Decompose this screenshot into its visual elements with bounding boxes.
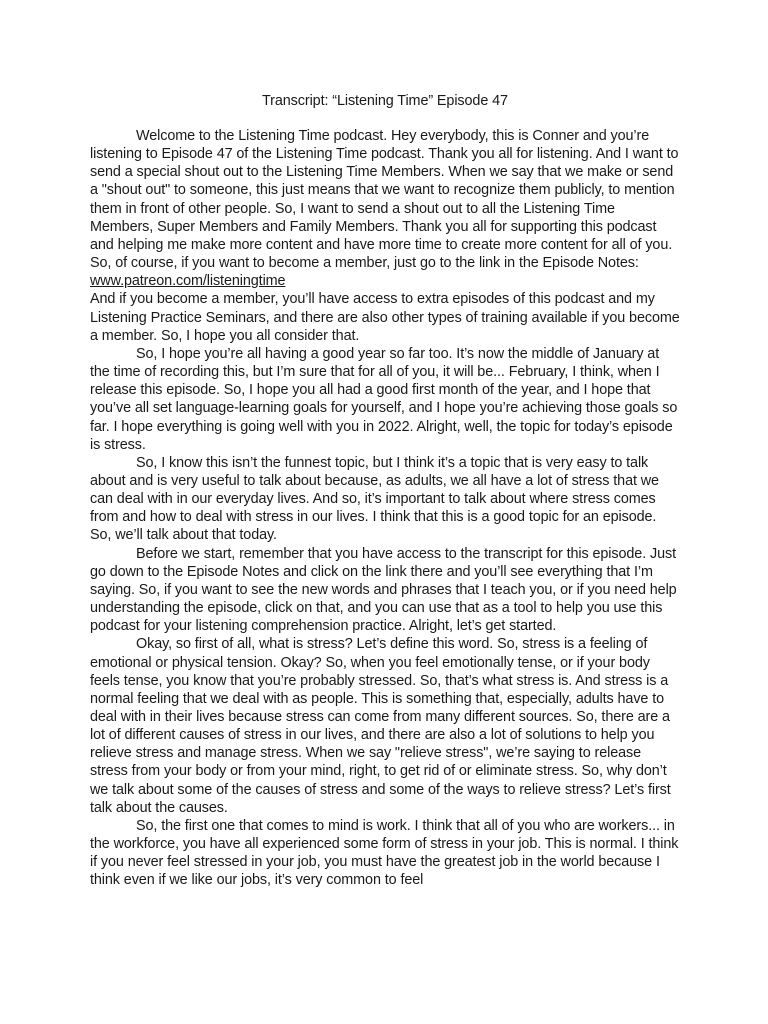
paragraph-transcript: Before we start, remember that you have access to the transcript for this episode. Just go down to the Episode Notes and click on the link there and you’ll see everything that I’m saying. So, if you want to see the new words and phrases that I teach you, or if you need help understanding the episode, click on that, and you can use that as a tool to help you use this podcast for your listening comprehension practice. Alright, let’s get started. — [90, 545, 677, 635]
paragraph-definition: Okay, so first of all, what is stress? Let’s define this word. So, stress is a feeling of emotional or physical tension. Okay? So, when you feel emotionally tense, or if your body feels tense, you know that you’re probably stressed. So, that’s what stress is. And stress is a normal feeling that we deal with as people. This is something that, especially, adults have to deal with in their lives because stress can come from many different sources. So, there are a lot of different causes of stress in our lives, and there are also a lot of solutions to help you relieve stress and manage stress. When we say "relieve stress", we’re saying to release stress from your body or from your mind, right, to get rid of or eliminate stress. So, why don’t we talk about some of the causes of stress and some of the ways to relieve stress? Let’s first talk about the causes. — [90, 636, 671, 816]
patreon-link[interactable]: www.patreon.com/listeningtime — [90, 273, 286, 290]
document-page — [90, 92, 680, 890]
paragraph-welcome — [90, 127, 680, 345]
document-title: Transcript: “Listening Time” Episode 47 — [262, 93, 508, 109]
paragraph-welcome-text: Welcome to the Listening Time podcast. Hey everybody, this is Conner and you’re listening to Episode 47 of the Listening Time podcast. Thank you all for listening. And I want to send a special shout out to the Listening Time Members. When we say that we make or send a "shout out" to someone, this just means that we want to recognize them publicly, to mention them in front of other people. So, I want to send a shout out to all the Listening Time Members, Super Members and Family Members. Thank you all for supporting this podcast and helping me make more content and have more time to create more content for all of you. So, of course, if you want to become a member, just go to the link in the Episode Notes: — [90, 128, 679, 272]
paragraph-welcome-continued: And if you become a member, you’ll have access to extra episodes of this podcast and my Listening Practice Seminars, and there are also other types of training available if you become a member. So, I hope you all consider that. — [90, 291, 680, 344]
paragraph-topic: So, I know this isn’t the funnest topic, but I think it’s a topic that is very easy to talk about and is very useful to talk about because, as adults, we all have a lot of stress that we can deal with in our everyday lives. And so, it’s important to talk about where stress comes from and how to deal with stress in our lives. I think that this is a good topic for an episode. So, we’ll talk about that today. — [90, 454, 659, 544]
paragraph-work: So, the first one that comes to mind is work. I think that all of you who are workers... in the workforce, you have all experienced some form of stress in your job. This is normal. I think if you never feel stressed in your job, you must have the greatest job in the world because I think even if we like our jobs, it’s very common to feel — [90, 817, 679, 889]
paragraph-year: So, I hope you’re all having a good year so far too. It’s now the middle of January at the time of recording this, but I’m sure that for all of you, it will be... February, I think, when I release this episode. So, I hope you all had a good first month of the year, and I hope that you’ve all set language-learning goals for yourself, and I hope you’re achieving those goals so far. I hope everything is going well with you in 2022. Alright, well, the topic for today’s episode is stress. — [90, 345, 678, 453]
